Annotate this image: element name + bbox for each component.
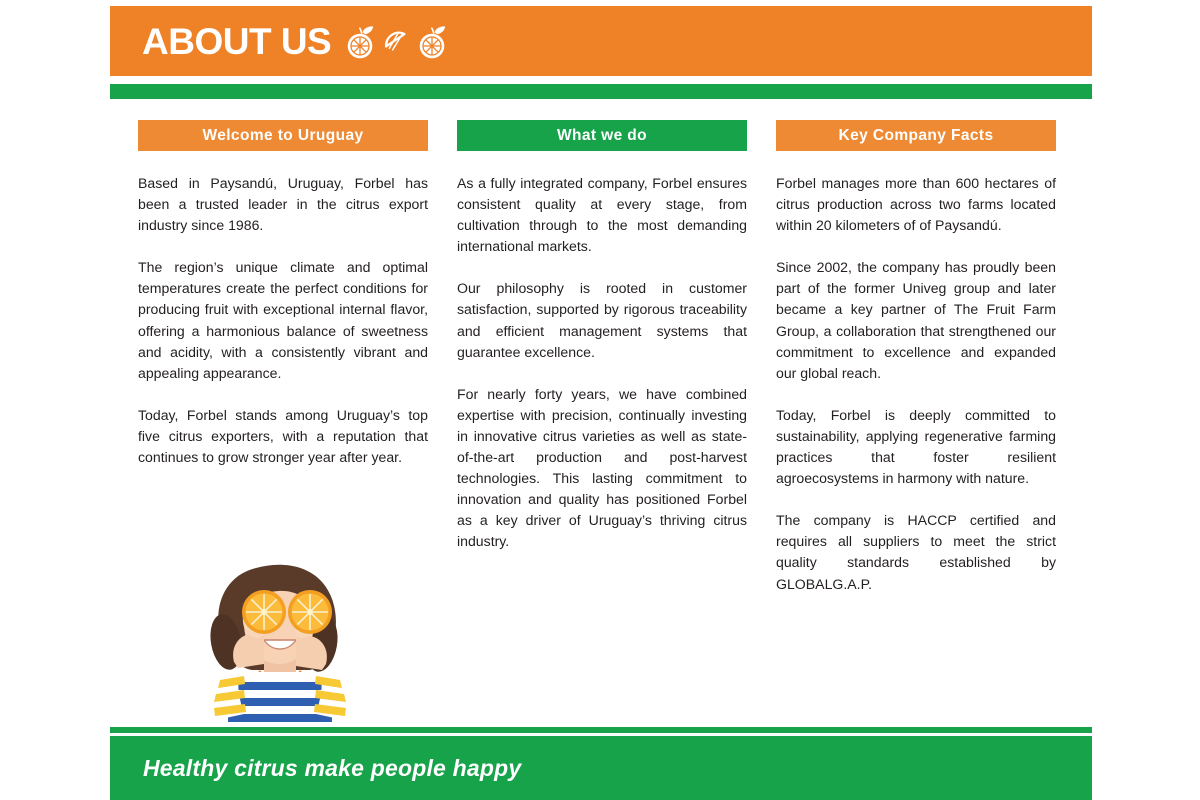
page-footer (110, 736, 1092, 800)
paragraph: Forbel manages more than 600 hectares of citrus production across two farms located within 20 kilometers of of Paysandú. (776, 175, 1056, 234)
paragraph: Our philosophy is rooted in customer satisfaction, supported by rigorous traceability and efficient management systems that guarantee excellence. (457, 280, 747, 360)
column-welcome-to-uruguay (138, 120, 428, 595)
column-heading-key-company-facts: Key Company Facts (776, 120, 1056, 151)
paragraph: Since 2002, the company has proudly been part of the former Univeg group and later became a key partner of The Fruit Farm Group, a collaboration that strengthened our commitment to excellence and expanded our global reach. (776, 259, 1056, 381)
column-body-what-we-do (457, 173, 747, 553)
page-header (110, 6, 1092, 76)
paragraph: Today, Forbel stands among Uruguay’s top five citrus exporters, with a reputation that continues to grow stronger year after year. (138, 406, 428, 466)
paragraph: The region’s unique climate and optimal temperatures create the perfect conditions for producing fruit with exceptional internal flavor, offering a harmonious balance of sweetness and acidity, with a consistently vibrant and appealing appearance. (138, 259, 428, 381)
page-title: ABOUT US (142, 20, 332, 62)
column-what-we-do (457, 120, 747, 595)
header-citrus-icons (345, 25, 447, 59)
column-heading-welcome-to-uruguay: Welcome to Uruguay (138, 120, 428, 151)
footer-green-rule (110, 727, 1092, 733)
paragraph: Based in Paysandú, Uruguay, Forbel has been a trusted leader in the citrus export industry since 1986. (138, 175, 428, 234)
header-green-divider (110, 84, 1092, 99)
paragraph: Today, Forbel is deeply committed to sustainability, applying regenerative farming practices that foster resilient agroecosystems in harmony with nature. (776, 406, 1056, 487)
orange-whole-icon (345, 25, 375, 59)
column-heading-what-we-do: What we do (457, 120, 747, 151)
paragraph: The company is HACCP certified and requires all suppliers to meet the strict quality standards established by GLOBALG.A.P. (776, 512, 1056, 592)
content-columns (110, 120, 1092, 595)
paragraph: For nearly forty years, we have combined expertise with precision, continually investing in innovative citrus varieties as well as state-of-the-art production and post-harvest technologies. This lasting commitment to innovation and quality has positioned Forbel as a key driver of Uruguay’s thriving citrus industry. (457, 385, 747, 550)
orange-whole-icon (417, 25, 447, 59)
column-body-welcome-to-uruguay (138, 173, 428, 468)
girl-with-oranges-photo (160, 542, 400, 732)
column-body-key-company-facts (776, 173, 1056, 595)
orange-slice-icon (382, 28, 410, 56)
paragraph: As a fully integrated company, Forbel ensures consistent quality at every stage, from cultivation through to the most demanding international markets. (457, 175, 747, 255)
footer-tagline: Healthy citrus make people happy (143, 754, 522, 781)
column-key-company-facts (776, 120, 1056, 595)
